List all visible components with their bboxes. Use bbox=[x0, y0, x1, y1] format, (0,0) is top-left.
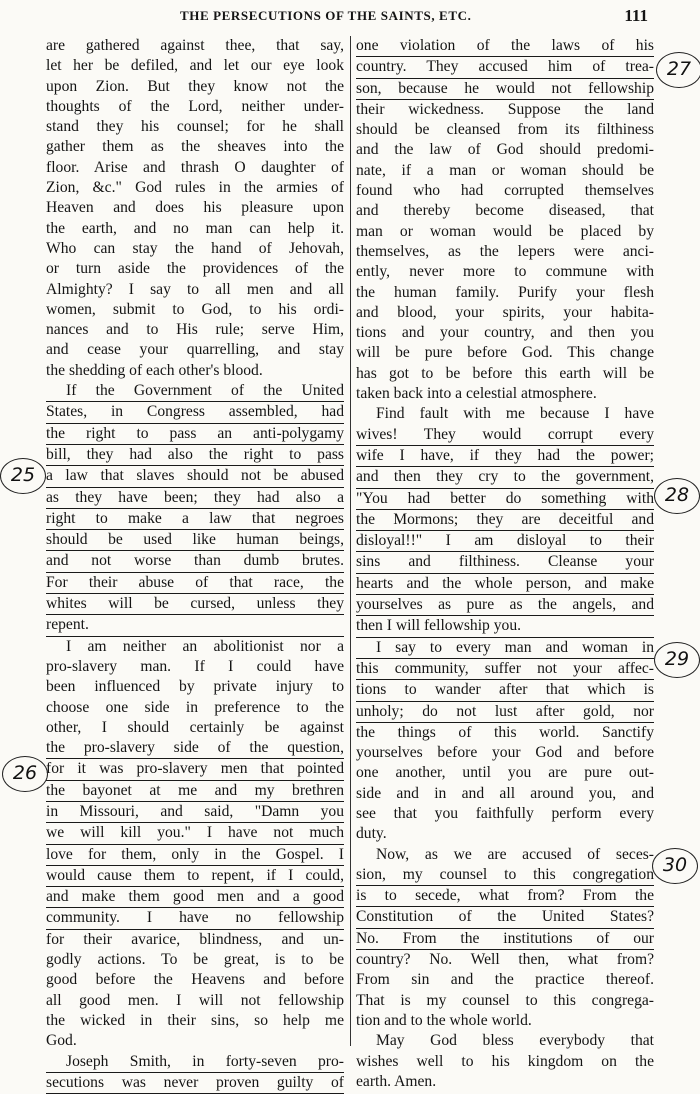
text-line: gather them as the sheaves into the bbox=[46, 138, 344, 156]
text-line: a law that slaves should not be abused bbox=[46, 466, 344, 487]
text-line: sion, my counsel to this congregation bbox=[356, 865, 654, 886]
text-line: son, because he would not fellowship bbox=[356, 79, 654, 100]
text-line: tion and to the whole world. bbox=[356, 1011, 532, 1029]
text-line: has got to be before this earth will be bbox=[356, 364, 654, 382]
text-line: found who had corrupted themselves bbox=[356, 182, 654, 200]
right-column bbox=[356, 36, 654, 1092]
text-line: taken back into a celestial atmosphere. bbox=[356, 385, 597, 403]
text-line: right to make a law that negroes bbox=[46, 509, 344, 530]
text-line: the things of this world. Sanctify bbox=[356, 723, 654, 741]
text-line: the wicked in their sins, so help me bbox=[46, 1011, 344, 1029]
text-line: ently, never more to commune with bbox=[356, 263, 654, 281]
text-line: and then they cry to the government, bbox=[356, 467, 654, 488]
text-line: thoughts of the Lord, neither under- bbox=[46, 97, 344, 115]
text-line: country? No. Well then, what from? bbox=[356, 951, 654, 969]
text-line: floor. Arise and thrash O daughter of bbox=[46, 158, 344, 176]
text-line: other, I should certainly be against bbox=[46, 718, 344, 736]
margin-note-25: 25 bbox=[0, 458, 46, 494]
text-line: For their abuse of that race, the bbox=[46, 573, 344, 594]
text-line: Constitution of the United States? bbox=[356, 907, 654, 928]
text-line: and blood, your spirits, your habita- bbox=[356, 303, 654, 321]
text-line: good before the Heavens and before bbox=[46, 971, 344, 989]
text-line: let her be defiled, and let our eye look bbox=[46, 57, 344, 75]
text-line: I say to every man and woman in bbox=[356, 638, 654, 659]
text-line: stand they his counsel; for he shall bbox=[46, 118, 344, 136]
text-line: hearts and the whole person, and make bbox=[356, 574, 654, 595]
text-line: unholy; do not lust after gold, nor bbox=[356, 702, 654, 723]
text-line: country. They accused him of trea- bbox=[356, 57, 654, 78]
text-line: Joseph Smith, in forty-seven pro- bbox=[46, 1052, 344, 1073]
text-line: nate, if a man or woman should be bbox=[356, 161, 654, 179]
text-line: and make them good men and a good bbox=[46, 887, 344, 908]
text-line: as they have been; they had also a bbox=[46, 488, 344, 509]
text-line: or turn aside the providences of the bbox=[46, 260, 344, 278]
text-line: Who can stay the hand of Jehovah, bbox=[46, 239, 344, 257]
page-header bbox=[40, 6, 660, 28]
text-line: whites will be cursed, unless they bbox=[46, 594, 344, 615]
text-line: sins and filthiness. Cleanse your bbox=[356, 552, 654, 573]
text-line: From sin and the practice thereof. bbox=[356, 971, 654, 989]
text-line: bill, they had also the right to pass bbox=[46, 445, 344, 466]
text-line: and not worse than dumb brutes. bbox=[46, 551, 344, 572]
text-line: I am neither an abolitionist nor a bbox=[66, 637, 344, 655]
text-line: themselves, as the lepers were anci- bbox=[356, 242, 654, 260]
text-line: May God bless everybody that bbox=[376, 1032, 654, 1050]
text-line: Find fault with me because I have bbox=[376, 405, 654, 423]
text-line: If the Government of the United bbox=[46, 381, 344, 402]
margin-note-29: 29 bbox=[654, 642, 700, 678]
text-line: Now, as we are accused of seces- bbox=[376, 845, 654, 863]
text-line: duty. bbox=[356, 825, 387, 843]
text-line: "You had better do something with bbox=[356, 489, 654, 510]
text-line: secutions was never proven guilty of bbox=[46, 1073, 344, 1094]
margin-note-27: 27 bbox=[656, 52, 700, 88]
text-line: should be used like human beings, bbox=[46, 530, 344, 551]
text-line: community. I have no fellowship bbox=[46, 908, 344, 929]
text-line: the Mormons; they are deceitful and bbox=[356, 510, 654, 531]
text-line: repent. bbox=[46, 615, 344, 636]
text-line: women, submit to God, to his ordi- bbox=[46, 300, 344, 318]
text-line: this community, suffer not your affec- bbox=[356, 659, 654, 680]
text-line: disloyal!!" I am disloyal to their bbox=[356, 531, 654, 552]
text-line: and cease your quarrelling, and stay bbox=[46, 341, 344, 359]
text-line: wishes well to his kingdom on the bbox=[356, 1052, 654, 1070]
text-line: and the law of God should predomi- bbox=[356, 141, 654, 159]
text-line: for it was pro-slavery men that pointed bbox=[46, 759, 344, 780]
margin-note-30: 30 bbox=[652, 848, 698, 884]
text-line: wife I have, if they had the power; bbox=[356, 446, 654, 467]
text-line: Almighty? I say to all men and all bbox=[46, 280, 344, 298]
text-line: then I will fellowship you. bbox=[356, 616, 654, 637]
text-line: wives! They would corrupt every bbox=[356, 425, 654, 446]
text-line: Zion, &c." God rules in the armies of bbox=[46, 179, 344, 197]
text-line: earth. Amen. bbox=[356, 1072, 437, 1090]
text-line: in Missouri, and said, "Damn you bbox=[46, 802, 344, 823]
text-line: choose one side in preference to the bbox=[46, 698, 344, 716]
text-line: is to secede, what from? From the bbox=[356, 886, 654, 907]
text-line: man or woman would be placed by bbox=[356, 222, 654, 240]
text-line: we will kill you." I have not much bbox=[46, 823, 344, 844]
text-line: the pro-slavery side of the question, bbox=[46, 738, 344, 759]
text-line: will be pure before God. This change bbox=[356, 344, 654, 362]
text-line: see that you faithfully perform every bbox=[356, 804, 654, 822]
page-number: 111 bbox=[624, 6, 648, 25]
text-line: one another, until you are pure out- bbox=[356, 764, 654, 782]
text-line: the human family. Purify your flesh bbox=[356, 283, 654, 301]
text-line: yourselves before your God and before bbox=[356, 744, 654, 762]
text-line: No. From the institutions of our bbox=[356, 929, 654, 950]
text-line: God. bbox=[46, 1032, 77, 1050]
text-line: all good men. I will not fellowship bbox=[46, 991, 344, 1009]
text-line: are gathered against thee, that say, bbox=[46, 37, 344, 54]
text-line: should be cleansed from its filthiness bbox=[356, 121, 654, 139]
text-line: yourselves as pure as the angels, and bbox=[356, 595, 654, 616]
text-line: would cause them to repent, if I could, bbox=[46, 866, 344, 887]
text-line: and thereby become diseased, that bbox=[356, 202, 654, 220]
text-line: Heaven and does his pleasure upon bbox=[46, 199, 344, 217]
text-line: pro-slavery man. If I could have bbox=[46, 657, 344, 675]
text-line: tions and your country, and then you bbox=[356, 324, 654, 342]
text-line: tions to wander after that which is bbox=[356, 680, 654, 701]
text-line: side and in and all around you, and bbox=[356, 784, 654, 802]
text-line: their wickedness. Suppose the land bbox=[356, 100, 654, 118]
text-line: godly actions. To be great, is to be bbox=[46, 951, 344, 969]
text-line: the shedding of each other's blood. bbox=[46, 361, 263, 379]
left-column bbox=[46, 36, 344, 1094]
text-line: the earth, and no man can help it. bbox=[46, 219, 344, 237]
text-line: upon Zion. But they know not the bbox=[46, 77, 344, 95]
text-line: one violation of the laws of his bbox=[356, 36, 654, 57]
text-line: nances and to His rule; serve Him, bbox=[46, 321, 344, 339]
margin-note-26: 26 bbox=[2, 756, 48, 792]
margin-note-28: 28 bbox=[654, 478, 700, 514]
text-line: for their avarice, blindness, and un- bbox=[46, 930, 344, 948]
text-line: States, in Congress assembled, had bbox=[46, 402, 344, 423]
text-line: been influenced by private injury to bbox=[46, 678, 344, 696]
column-divider bbox=[350, 36, 351, 1046]
text-line: the bayonet at me and my brethren bbox=[46, 781, 344, 802]
text-line: love for them, only in the Gospel. I bbox=[46, 845, 344, 866]
text-line: That is my counsel to this congrega- bbox=[356, 991, 654, 1009]
running-title: THE PERSECUTIONS OF THE SAINTS, ETC. bbox=[180, 8, 472, 23]
text-line: the right to pass an anti-polygamy bbox=[46, 424, 344, 445]
